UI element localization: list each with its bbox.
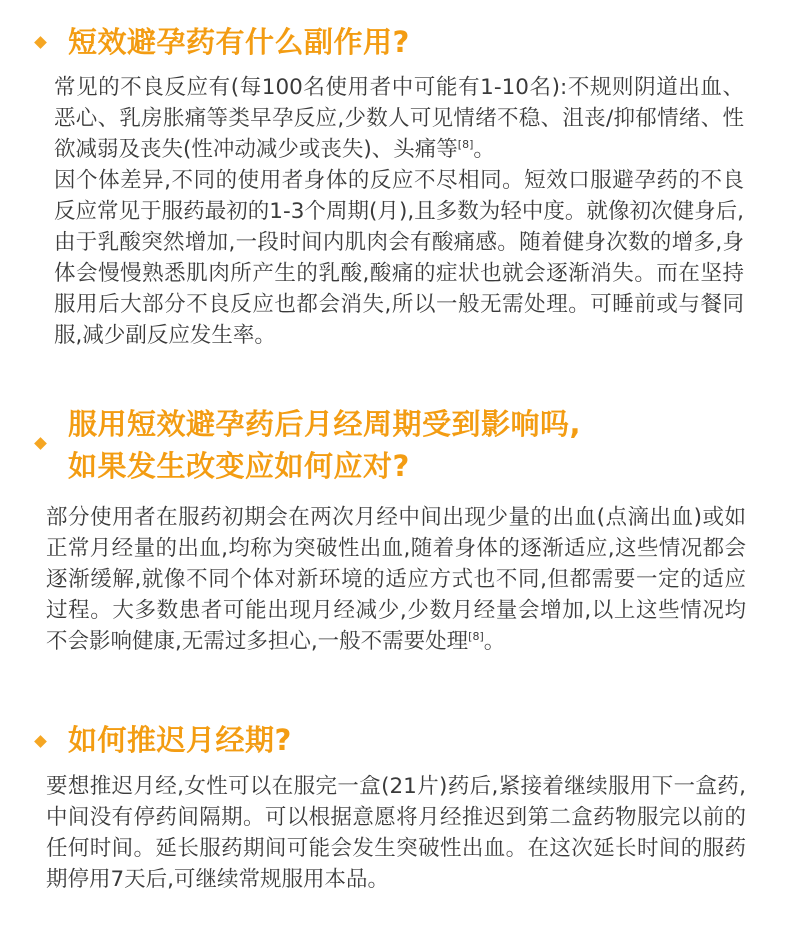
paragraph: [46, 771, 746, 895]
diamond-bullet-icon: [34, 735, 47, 748]
section-heading-line1: 服用短效避孕药后月经周期受到影响吗,: [68, 407, 582, 441]
paragraph: [54, 165, 744, 351]
paragraph: [54, 72, 744, 165]
diamond-bullet-icon: [34, 36, 47, 49]
section-heading: 如何推迟月经期?: [68, 723, 292, 757]
paragraph-text: 部分使用者在服药初期会在两次月经中间出现少量的出血(点滴出血)或如正常月经量的出血,均称为突破性出血,随着身体的逐渐适应,这些情况都会逐渐缓解,就像不同个体对新环境的适应方式也不同,但都需要一定的适应过程。大多数患者可能出现月经减少,少数月经量会增加,以上这些情况均不会影响健康,无需过多担心,一般不需要处理: [46, 505, 746, 654]
reference-mark: [8]: [468, 629, 484, 643]
paragraph: [46, 502, 746, 657]
section-heading-line2: 如果发生改变应如何应对?: [68, 449, 410, 483]
reference-mark: [8]: [457, 137, 474, 151]
paragraph-text: 因个体差异,不同的使用者身体的反应不尽相同。短效口服避孕药的不良反应常见于服药最初的1-3个周期(月),且多数为轻中度。就像初次健身后,由于乳酸突然增加,一段时间内肌肉会有酸痛感。随着健身次数的增多,身体会慢慢熟悉肌肉所产生的乳酸,酸痛的症状也就会逐渐消失。而在坚持服用后大部分不良反应也都会消失,所以一般无需处理。可睡前或与餐同服,减少副反应发生率。: [54, 168, 744, 348]
diamond-bullet-icon: [34, 437, 47, 450]
paragraph-tail: 。: [473, 137, 495, 162]
paragraph-tail: 。: [483, 629, 506, 654]
section-heading: 短效避孕药有什么副作用?: [68, 25, 410, 59]
paragraph-text: 常见的不良反应有(每100名使用者中可能有1-10名):不规则阴道出血、恶心、乳房胀痛等类早孕反应,少数人可见情绪不稳、沮丧/抑郁情绪、性欲减弱及丧失(性冲动减少或丧失)、头痛等: [54, 75, 744, 162]
paragraph-text: 要想推迟月经,女性可以在服完一盒(21片)药后,紧接着继续服用下一盒药,中间没有停药间隔期。可以根据意愿将月经推迟到第二盒药物服完以前的任何时间。延长服药期间可能会发生突破性出血。在这次延长时间的服药期停用7天后,可继续常规服用本品。: [46, 774, 746, 892]
